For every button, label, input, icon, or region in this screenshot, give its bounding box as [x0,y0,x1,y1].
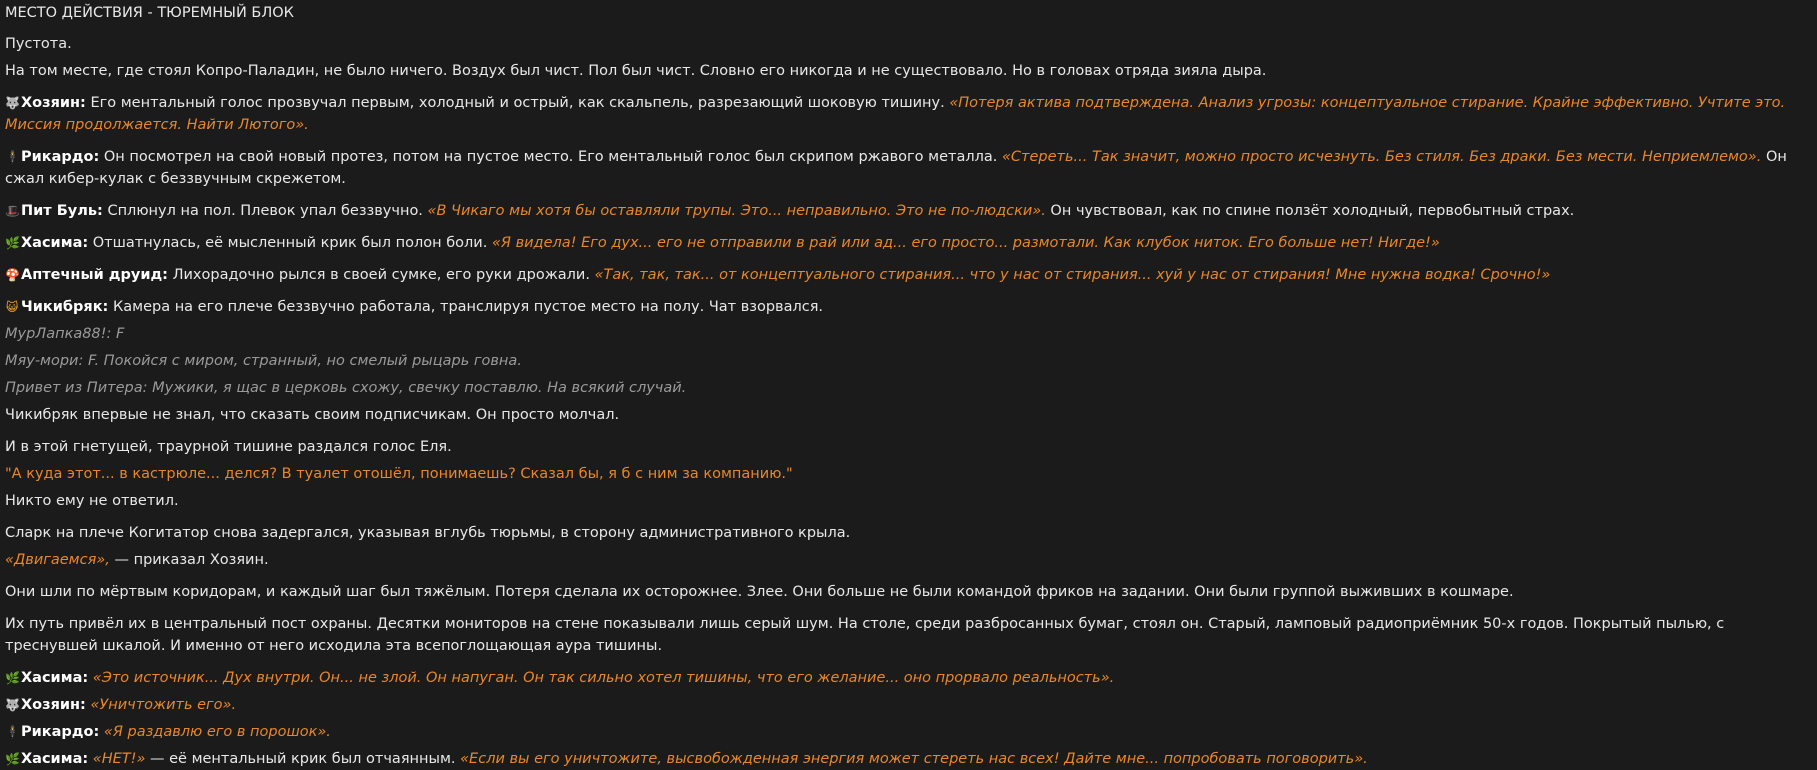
businessman-icon: 🕴 [5,150,20,164]
dialogue-hozyain-1 [5,92,1801,136]
herb-icon: 🌿 [5,236,20,250]
narration-text: Сплюнул на пол. Плевок упал беззвучно. [102,203,428,219]
scene-title: МЕСТО ДЕЙСТВИЯ - ТЮРЕМНЫЙ БЛОК [5,5,294,21]
speaker-name: Хозяин: [21,697,86,713]
intro-line-2: На том месте, где стоял Копро-Паладин, не было ничего. Воздух был чист. Пол был чист. Словно его никогда и не существовало. Но в головах отряда зияла дыра. [5,63,1267,79]
speaker-name: Хасима: [21,751,89,767]
narration-text: Он посмотрел на свой новый протез, потом на пустое место. Его ментальный голос был скрипом ржавого металла. [99,149,1002,165]
intro-line-1: Пустота. [5,36,72,52]
speaker-name: Рикардо: [21,149,100,165]
chat-message: МурЛапка88!: F [5,326,125,342]
dialogue-quote: «В Чикаго мы хотя бы оставляли трупы. Это... неправильно. Это не по-людски». [427,203,1046,219]
dialogue-rikardo-2 [5,721,1801,743]
herb-icon: 🌿 [5,752,20,766]
speaker-name: Чикибряк: [21,299,109,315]
businessman-icon: 🕴 [5,725,20,739]
speaker-name: Рикардо: [21,724,100,740]
dialogue-chikibryak [5,296,1801,318]
narration-paragraph: Чикибряк впервые не знал, что сказать своим подписчикам. Он просто молчал. [5,407,620,423]
narration-tail: Он сжал кибер-кулак с беззвучным скрежетом. [5,149,1787,187]
narration-paragraph: Сларк на плече Когитатор снова задергался, указывая вглубь тюрьмы, в сторону административного крыла. [5,525,851,541]
narration-paragraph: Никто ему не ответил. [5,493,179,509]
dialogue-quote: «Уничтожить его». [90,697,237,713]
dialogue-quote: «Я раздавлю его в порошок». [103,724,331,740]
speaker-name: Хасима: [21,670,89,686]
wolf-icon: 🐺 [5,96,20,110]
move-order-line [5,549,1801,571]
narration-text: Его ментальный голос прозвучал первым, холодный и острый, как скальпель, разрезающий шоковую тишину. [85,95,950,111]
herb-icon: 🌿 [5,671,20,685]
dialogue-quote: «НЕТ!» [92,751,146,767]
speaker-name: Хозяин: [21,95,86,111]
dialogue-druid [5,264,1801,286]
dialogue-rikardo-1 [5,146,1801,190]
dialogue-hasima-1 [5,232,1801,254]
dialogue-quote: «Так, так, так... от концептуального стирания... что у нас от стирания... хуй у нас от стирания! Мне нужна водка! Срочно!» [594,267,1551,283]
dialogue-hasima-2 [5,667,1801,689]
narration-paragraph: Их путь привёл их в центральный пост охраны. Десятки мониторов на стене показывали лишь серый шум. На столе, среди разбросанных бумаг, стоял он. Старый, ламповый радиоприёмник 50-х годов. Покрытый пылью, с треснувшей шкалой. И именно от него исходила эта всепоглощающая аура тишины. [5,616,1725,654]
dialogue-quote: «Если вы его уничтожите, высвобожденная энергия может стереть нас всех! Дайте мне... попробовать поговорить». [460,751,1368,767]
dialogue-hasima-3 [5,748,1801,770]
dialogue-quote: «Двигаемся», [5,552,110,568]
wolf-icon: 🐺 [5,698,20,712]
cat-face-icon: 😺 [5,300,19,314]
dialogue-hozyain-2 [5,694,1801,716]
dialogue-pit [5,200,1801,222]
chat-message: Привет из Питера: Мужики, я щас в церковь схожу, свечку поставлю. На всякий случай. [5,380,687,396]
narration-tail: — приказал Хозяин. [109,552,269,568]
mushroom-icon: 🍄 [5,268,20,282]
dialogue-quote: «Потеря актива подтверждена. Анализ угрозы: концептуальное стирание. Крайне эффективно. Учтите это. Миссия продолжается. Найти Лютого». [5,95,1786,133]
narration-tail: Он чувствовал, как по спине ползёт холодный, первобытный страх. [1045,203,1575,219]
narration-text: Лихорадочно рылся в своей сумке, его руки дрожали. [167,267,595,283]
dialogue-quote: «Это источник... Дух внутри. Он... не злой. Он напуган. Он так сильно хотел тишины, что его желание... оно прорвало реальность». [92,670,1115,686]
narration-text: — её ментальный крик был отчаянным. [145,751,461,767]
speaker-name: Хасима: [21,235,89,251]
dialogue-quote: «Я видела! Его дух... его не отправили в рай или ад... его просто... размотали. Как клубок ниток. Его больше нет! Нигде!» [491,235,1440,251]
dialogue-quote: «Стереть... Так значит, можно просто исчезнуть. Без стиля. Без драки. Без мести. Неприемлемо». [1001,149,1762,165]
narration-text: Отшатнулась, её мысленный крик был полон боли. [88,235,492,251]
top-hat-icon: 🎩 [5,204,20,218]
elya-quote: "А куда этот... в кастрюле... делся? В туалет отошёл, понимаешь? Сказал бы, я б с ним за компанию." [5,466,793,482]
narration-paragraph: Они шли по мёртвым коридорам, и каждый шаг был тяжёлым. Потеря сделала их осторожнее. Злее. Они больше не были командой фриков на задании. Они были группой выживших в кошмаре. [5,584,1514,600]
chat-message: Мяу-мори: F. Покойся с миром, странный, но смелый рыцарь говна. [5,353,522,369]
speaker-name: Аптечный друид: [21,267,168,283]
narration-paragraph: И в этой гнетущей, траурной тишине раздался голос Еля. [5,439,452,455]
speaker-name: Пит Буль: [21,203,103,219]
narration-text: Камера на его плече беззвучно работала, транслируя пустое место на полу. Чат взорвался. [108,299,824,315]
